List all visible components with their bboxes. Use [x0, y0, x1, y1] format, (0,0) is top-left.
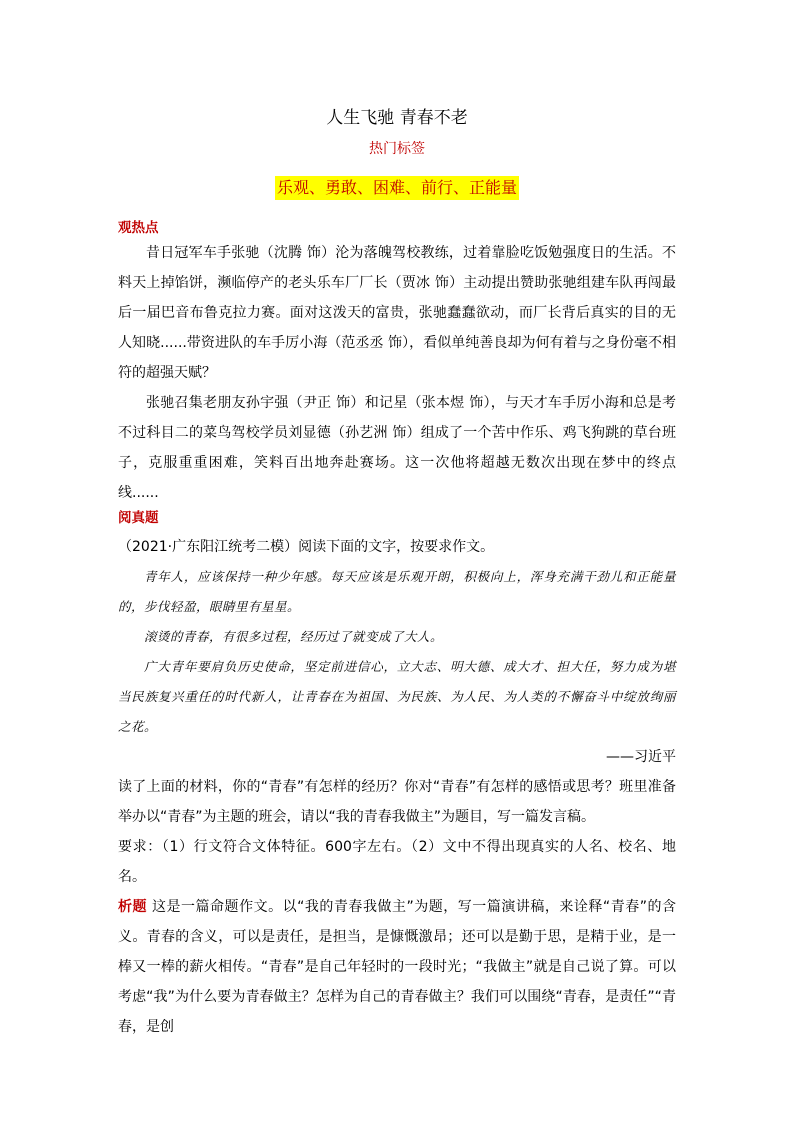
question-source: （2021·广东阳江统考二模）阅读下面的文字，按要求作文。: [118, 539, 495, 555]
quote-paragraph-1: 青年人，应该保持一种少年感。每天应该是乐观开朗，积极向上，浑身充满干劲儿和正能量的，步伐轻盈，眼睛里有星星。: [118, 569, 676, 614]
viewpoint-paragraph-2: 张驰召集老朋友孙宇强（尹正 饰）和记星（张本煜 饰），与天才车手厉小海和总是考不过科目二的菜鸟驾校学员刘显德（孙艺洲 饰）组成了一个苦中作乐、鸡飞狗跳的草台班子，克服重重困难，笑料百出地奔赴赛场。这一次他将超越无数次出现在梦中的终点线......: [118, 395, 676, 501]
writing-prompt: 读了上面的材料，你的“青春”有怎样的经历？你对“青春”有怎样的感悟或思考？班里准备举办以“青春”为主题的班会，请以“我的青春我做主”为题目，写一篇发言稿。: [118, 779, 676, 825]
tags-row: [118, 176, 676, 200]
analysis-label: 析题: [118, 899, 148, 915]
question-label: 阅真题: [118, 510, 159, 526]
viewpoint-paragraph-1: 昔日冠军车手张驰（沈腾 饰）沦为落魄驾校教练，过着靠脸吃饭勉强度日的生活。不料天上掉馅饼，濒临停产的老头乐车厂厂长（贾冰 饰）主动提出赞助张驰组建车队再闯最后一届巴音布鲁克拉力赛。面对这泼天的富贵，张驰蠢蠢欲动，而厂长背后真实的目的无人知晓......带资进队的车手厉小海（范丞丞 饰），看似单纯善良却为何有着与之身份毫不相符的超强天赋？: [118, 245, 676, 381]
analysis-paragraph: [118, 892, 676, 1042]
quote-signature: ——习近平: [606, 749, 676, 765]
tags-highlight: 乐观、勇敢、困难、前行、正能量: [275, 176, 519, 200]
quote-paragraph-2: 滚烫的青春，有很多过程，经历过了就变成了大人。: [144, 629, 444, 644]
analysis-text: 这是一篇命题作文。以“我的青春我做主”为题，写一篇演讲稿，来诠释“青春”的含义。青春的含义，可以是责任，是担当，是慷慨激昂；还可以是勤于思，是精于业，是一棒又一棒的薪火相传。“青春”是自己年轻时的一段时光；“我做主”就是自己说了算。可以考虑“我”为什么要为青春做主？怎样为自己的青春做主？我们可以围绕“青春，是责任”“青春，是创: [118, 899, 676, 1035]
document-page: [118, 104, 676, 1042]
document-title: 人生飞驰 青春不老: [326, 108, 468, 128]
viewpoint-label: 观热点: [118, 220, 159, 236]
quote-paragraph-3: 广大青年要肩负历史使命，坚定前进信心，立大志、明大德、成大才、担大任，努力成为堪当民族复兴重任的时代新人，让青春在为祖国、为民族、为人民、为人类的不懈奋斗中绽放绚丽之花。: [118, 659, 676, 734]
hot-tags-heading: 热门标签: [369, 141, 425, 157]
writing-requirement: 要求：（1）行文符合文体特征。600字左右。（2）文中不得出现真实的人名、校名、地名。: [118, 839, 676, 885]
